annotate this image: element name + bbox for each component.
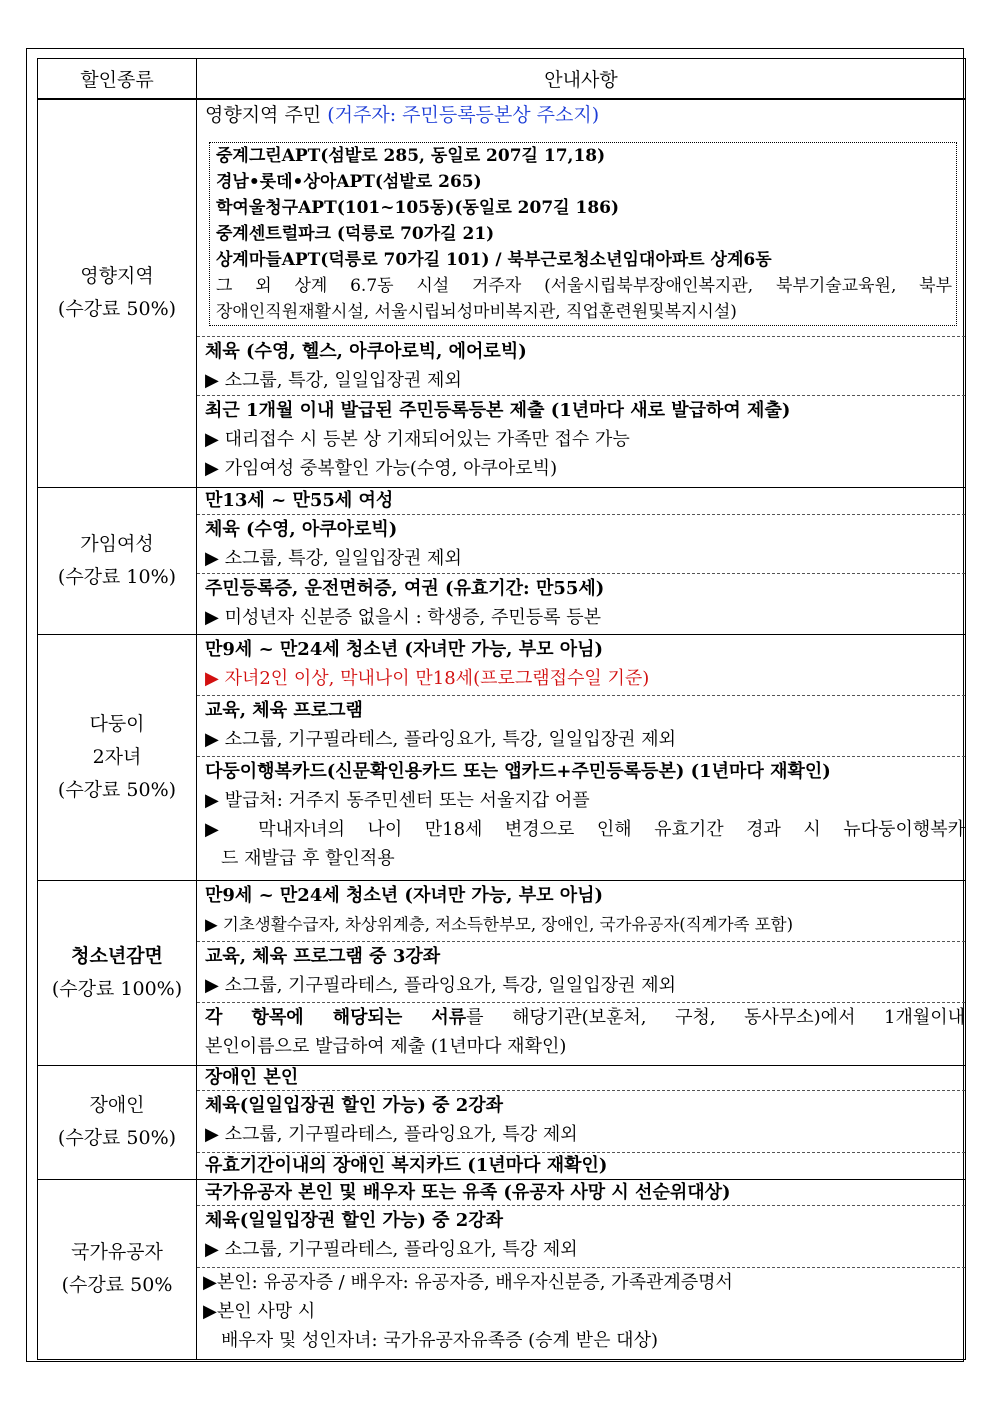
document-title-main: 각 항목에 해당되는 서류 <box>205 1006 467 1028</box>
category-rate: (수강료 50% <box>61 1274 173 1296</box>
target-section <box>197 1180 965 1206</box>
document-note: ▶ 미성년자 신분증 없을시 : 학생증, 주민등록 등본 <box>205 606 602 628</box>
address-line: 중계그린APT(섬밭로 285, 동일로 207길 17,18) <box>216 146 606 166</box>
category-cell <box>38 1179 197 1359</box>
category-name: 청소년감면 <box>71 944 163 967</box>
target-title: 국가유공자 본인 및 배우자 또는 유족 (유공자 사망 시 선순위대상) <box>205 1181 731 1203</box>
address-note: 장애인직원재활시설, 서울시립뇌성마비복지관, 직업훈련원및복지시설) <box>216 302 737 322</box>
document-note: ▶ 가임여성 중복할인 가능(수영, 아쿠아로빅) <box>205 458 558 479</box>
target-section <box>197 635 965 696</box>
document-section <box>197 1268 965 1359</box>
program-section <box>197 1206 965 1268</box>
row-multi-child <box>38 634 966 880</box>
address-line: 상계마들APT(덕릉로 70가길 101) / 북부근로청소년임대아파트 상계6동 <box>216 250 772 270</box>
document-title: 유효기간이내의 장애인 복지카드 (1년마다 재확인) <box>205 1154 608 1176</box>
row-childbearing-women <box>38 487 966 634</box>
program-exclusion: ▶ 소그룹, 특강, 일일입장권 제외 <box>205 370 462 391</box>
program-exclusion: ▶ 소그룹, 기구필라테스, 플라잉요가, 특강 제외 <box>205 1123 578 1145</box>
target-title: 만9세 ~ 만24세 청소년 (자녀만 가능, 부모 아님) <box>205 638 604 660</box>
guide-cell <box>197 1179 966 1359</box>
guide-cell <box>197 99 966 487</box>
target-note: ▶ 기초생활수급자, 차상위계층, 저소득한부모, 장애인, 국가유공자(직계가족 포함) <box>205 914 794 934</box>
program-exclusion: ▶ 소그룹, 기구필라테스, 플라잉요가, 특강, 일일입장권 제외 <box>205 974 676 996</box>
document-section <box>197 396 965 486</box>
header-guide: 안내사항 <box>197 59 966 100</box>
category-name: 국가유공자 <box>71 1241 163 1263</box>
target-section <box>197 881 965 942</box>
target-title <box>197 100 965 130</box>
program-exclusion: ▶ 소그룹, 기구필라테스, 플라잉요가, 특강 제외 <box>205 1238 578 1260</box>
category-cell <box>38 880 197 1065</box>
program-section <box>197 1091 965 1153</box>
category-cell <box>38 487 197 634</box>
document-note: ▶ 막내자녀의 나이 만18세 변경으로 인해 유효기간 경과 시 뉴다둥이행복카 <box>205 818 965 840</box>
guide-cell <box>197 634 966 880</box>
target-title-main: 영향지역 주민 <box>205 104 328 126</box>
document-section <box>197 757 965 880</box>
program-exclusion: ▶ 소그룹, 기구필라테스, 플라잉요가, 특강, 일일입장권 제외 <box>205 728 676 750</box>
document-note: ▶본인: 유공자증 / 배우자: 유공자증, 배우자신분증, 가족관계증명서 <box>203 1271 733 1293</box>
category-cell <box>38 99 197 487</box>
category-rate: (수강료 50%) <box>57 778 177 801</box>
category-name: 장애인 <box>89 1094 145 1116</box>
program-section <box>197 696 965 757</box>
target-section <box>197 100 965 337</box>
category-name: 다둥이 <box>89 712 145 735</box>
address-box <box>209 142 957 326</box>
address-note: 그 외 상계 6.7동 시설 거주자 (서울시립북부장애인복지관, 북부기술교육원, 북부 <box>216 276 952 296</box>
category-rate: (수강료 50%) <box>57 1127 177 1149</box>
category-name: 영향지역 <box>80 265 154 288</box>
guide-cell <box>197 487 966 634</box>
program-section <box>197 942 965 1003</box>
target-section <box>197 488 965 515</box>
category-cell <box>38 634 197 880</box>
program-title: 교육, 체육 프로그램 중 3강좌 <box>205 945 441 967</box>
document-title: 주민등록증, 운전면허증, 여권 (유효기간: 만55세) <box>205 577 605 599</box>
table-header-row <box>38 59 966 100</box>
row-national-merit <box>38 1179 966 1359</box>
program-section <box>197 515 965 574</box>
document-section <box>197 1153 965 1179</box>
discount-table <box>37 58 966 1360</box>
guide-cell <box>197 880 966 1065</box>
row-affected-area <box>38 99 966 487</box>
target-note: ▶ 자녀2인 이상, 막내나이 만18세(프로그램접수일 기준) <box>205 667 650 689</box>
program-exclusion: ▶ 소그룹, 특강, 일일입장권 제외 <box>205 547 462 569</box>
document-note: ▶본인 사망 시 <box>203 1300 316 1322</box>
document-note-cont: 배우자 및 성인자녀: 국가유공자유족증 (승계 받은 대상) <box>221 1329 658 1351</box>
category-cell <box>38 1065 197 1179</box>
guide-cell <box>197 1065 966 1179</box>
target-title: 만13세 ~ 만55세 여성 <box>205 489 394 511</box>
document-title <box>197 1003 965 1032</box>
document-note: 본인이름으로 발급하여 제출 (1년마다 재확인) <box>205 1035 567 1057</box>
target-title: 장애인 본인 <box>205 1066 299 1088</box>
program-section <box>197 337 965 396</box>
program-title: 체육(일일입장권 할인 가능) 중 2강좌 <box>205 1209 504 1231</box>
address-line: 경남•롯데•상아APT(섬밭로 265) <box>216 172 482 192</box>
document-title-rest: 를 해당기관(보훈처, 구청, 동사무소)에서 1개월이내 <box>466 1006 965 1028</box>
program-title: 체육 (수영, 아쿠아로빅) <box>205 518 398 540</box>
target-title: 만9세 ~ 만24세 청소년 (자녀만 가능, 부모 아님) <box>205 884 604 906</box>
document-section <box>197 1003 965 1065</box>
row-disabled <box>38 1065 966 1179</box>
target-section <box>197 1066 965 1091</box>
document-section <box>197 574 965 633</box>
document-title: 다둥이행복카드(신문확인용카드 또는 앱카드+주민등록등본) (1년마다 재확인) <box>205 760 831 782</box>
document-note: ▶ 대리접수 시 등본 상 기재되어있는 가족만 접수 가능 <box>205 429 630 450</box>
document-title: 최근 1개월 이내 발급된 주민등록등본 제출 (1년마다 새로 발급하여 제출) <box>205 400 791 421</box>
category-rate: (수강료 50%) <box>57 298 177 321</box>
category-rate: (수강료 100%) <box>51 977 183 1000</box>
program-title: 체육(일일입장권 할인 가능) 중 2강좌 <box>205 1094 504 1116</box>
address-line: 학여울청구APT(101~105동)(동일로 207길 186) <box>216 198 620 218</box>
address-line: 중계센트럴파크 (덕릉로 70가길 21) <box>216 224 495 244</box>
document-note-cont: 드 재발급 후 할인적용 <box>221 847 395 869</box>
category-name-sub: 2자녀 <box>92 745 142 768</box>
program-title: 교육, 체육 프로그램 <box>205 699 363 721</box>
header-discount-type: 할인종류 <box>38 59 197 100</box>
category-rate: (수강료 10%) <box>57 565 177 588</box>
row-youth-exemption <box>38 880 966 1065</box>
target-title-note: (거주자: 주민등록등본상 주소지) <box>327 104 600 126</box>
document-note: ▶ 발급처: 거주지 동주민센터 또는 서울지갑 어플 <box>205 789 590 811</box>
program-title: 체육 (수영, 헬스, 아쿠아로빅, 에어로빅) <box>205 341 527 362</box>
category-name: 가임여성 <box>80 532 154 555</box>
